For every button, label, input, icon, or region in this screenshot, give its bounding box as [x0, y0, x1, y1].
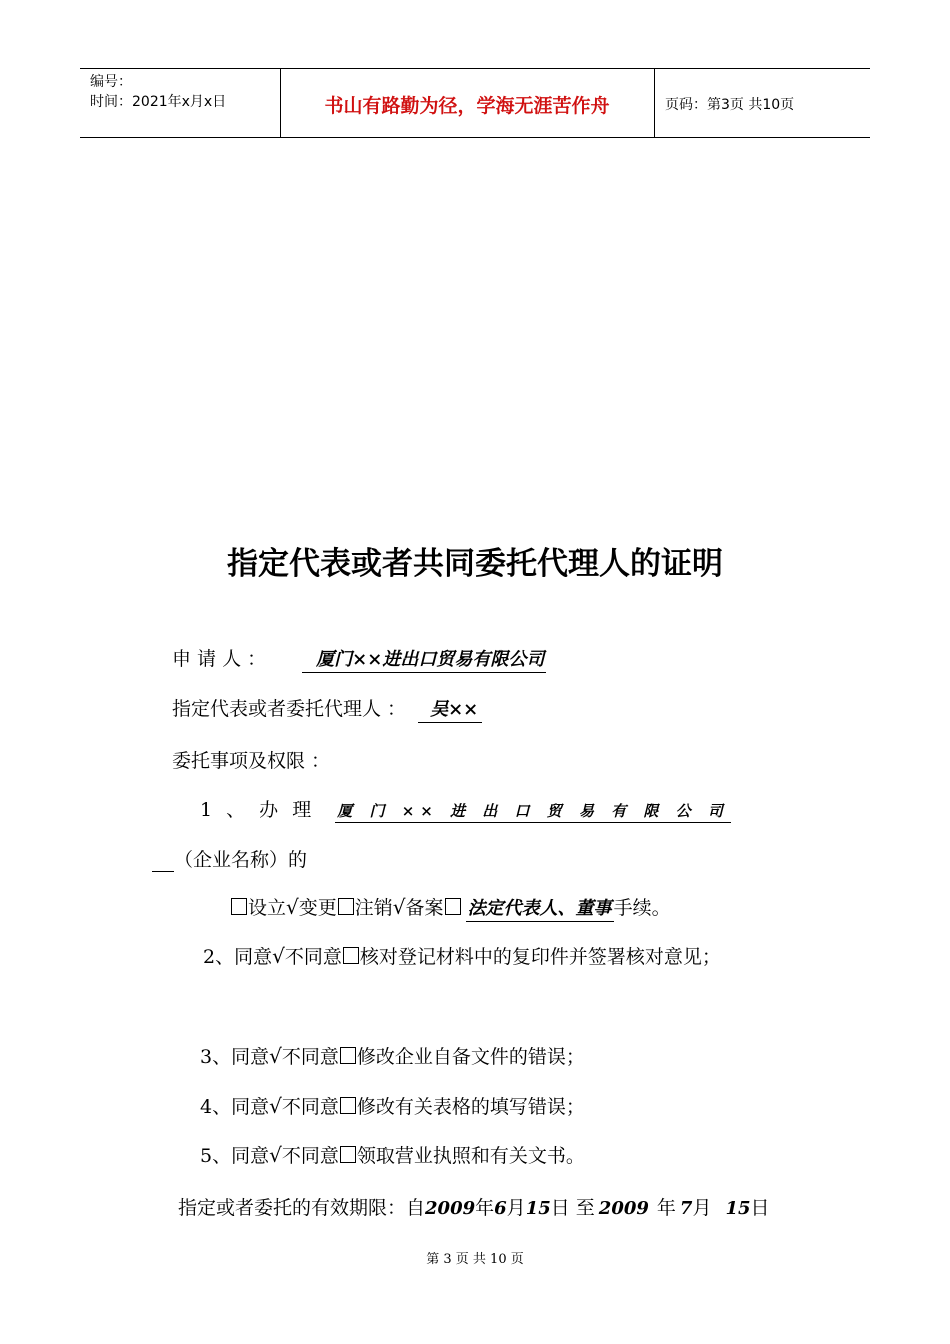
check-icon: √ — [272, 944, 285, 968]
item-disagree: 不同意 — [281, 1046, 339, 1068]
checkbox-disagree — [340, 1097, 356, 1114]
item-text: 领取营业执照和有关文书。 — [356, 1145, 585, 1167]
item-disagree: 不同意 — [281, 1096, 339, 1118]
time-label: 时间：2021年x月x日 — [90, 94, 227, 110]
checkbox-disagree — [343, 947, 359, 964]
applicant-value: 厦门××进出口贸易有限公司 — [302, 645, 546, 673]
item1-note-line — [152, 845, 307, 872]
item1-note-underline — [152, 850, 174, 872]
page-title: 指定代表或者共同委托代理人的证明 — [227, 546, 723, 582]
item-disagree: 不同意 — [284, 946, 342, 968]
motto: 书山有路勤为径，学海无涯苦作舟 — [324, 95, 610, 117]
header-page-cell — [654, 69, 871, 137]
end-year: 2009 — [598, 1198, 649, 1219]
option-change: 变更 — [298, 897, 337, 919]
options-line — [230, 893, 671, 922]
item1-line — [200, 795, 731, 823]
item-text: 核对登记材料中的复印件并签署核对意见； — [359, 946, 721, 968]
number-label: 编号： — [90, 74, 132, 90]
checkbox-other — [445, 898, 461, 915]
handwritten-matter: 法定代表人、董事 — [466, 894, 614, 922]
header-meta-cell — [80, 69, 281, 137]
item5-line — [200, 1141, 585, 1168]
check-icon: √ — [269, 1094, 282, 1118]
item1-note: （企业名称）的 — [174, 849, 308, 871]
end-day: 15 — [725, 1198, 751, 1219]
agent-value: 吴×× — [418, 695, 482, 723]
item-text: 修改有关表格的填写错误； — [356, 1096, 585, 1118]
matters-label: 委托事项及权限 ： — [172, 750, 331, 772]
day-char: 日 — [750, 1197, 770, 1219]
item3-line — [200, 1042, 585, 1069]
item1-company: 厦 门 ×× 进 出 口 贸 易 有 限 公 司 — [335, 800, 731, 823]
item-number: 4、同意 — [200, 1096, 270, 1118]
start-day: 15 — [525, 1198, 551, 1219]
item-text: 修改企业自备文件的错误； — [356, 1046, 585, 1068]
month-char: 月 — [506, 1197, 526, 1219]
year-char: 年 — [656, 1197, 676, 1219]
item4-line — [200, 1092, 585, 1119]
header-table — [80, 68, 870, 138]
checkbox-cancel — [338, 898, 354, 915]
option-filing: 备案 — [405, 897, 444, 919]
day-to-char: 日 至 — [550, 1197, 595, 1219]
item-number: 5、同意 — [200, 1145, 270, 1167]
page-footer: 第 3 页 共 10 页 — [426, 1252, 524, 1267]
agent-label: 指定代表或者委托代理人 ： — [172, 698, 407, 720]
checkbox-disagree — [340, 1146, 356, 1163]
options-suffix: 手续。 — [613, 897, 671, 919]
agent-line — [172, 694, 482, 723]
month-char: 月 — [692, 1197, 712, 1219]
option-cancel: 注销 — [354, 897, 393, 919]
end-month: 7 — [679, 1198, 693, 1219]
validity-line — [178, 1193, 770, 1220]
item1-prefix: 1 、 办 理 — [200, 799, 316, 821]
checkbox-establish — [231, 898, 247, 915]
year-char: 年 — [475, 1197, 495, 1219]
validity-label: 指定或者委托的有效期限：自 — [178, 1197, 426, 1219]
check-icon: √ — [286, 895, 299, 919]
applicant-line — [172, 644, 546, 673]
checkbox-disagree — [340, 1047, 356, 1064]
check-icon: √ — [392, 895, 406, 919]
item-number: 3、同意 — [200, 1046, 270, 1068]
start-month: 6 — [494, 1198, 507, 1219]
item-disagree: 不同意 — [281, 1145, 339, 1167]
item2-line — [203, 942, 721, 969]
option-establish: 设立 — [248, 897, 287, 919]
page-info: 页码：第3页 共10页 — [665, 97, 795, 113]
item-number: 2、同意 — [203, 946, 273, 968]
applicant-label: 申 请 人 ： — [172, 648, 267, 670]
check-icon: √ — [269, 1143, 282, 1167]
check-icon: √ — [269, 1044, 282, 1068]
start-year: 2009 — [425, 1198, 476, 1219]
